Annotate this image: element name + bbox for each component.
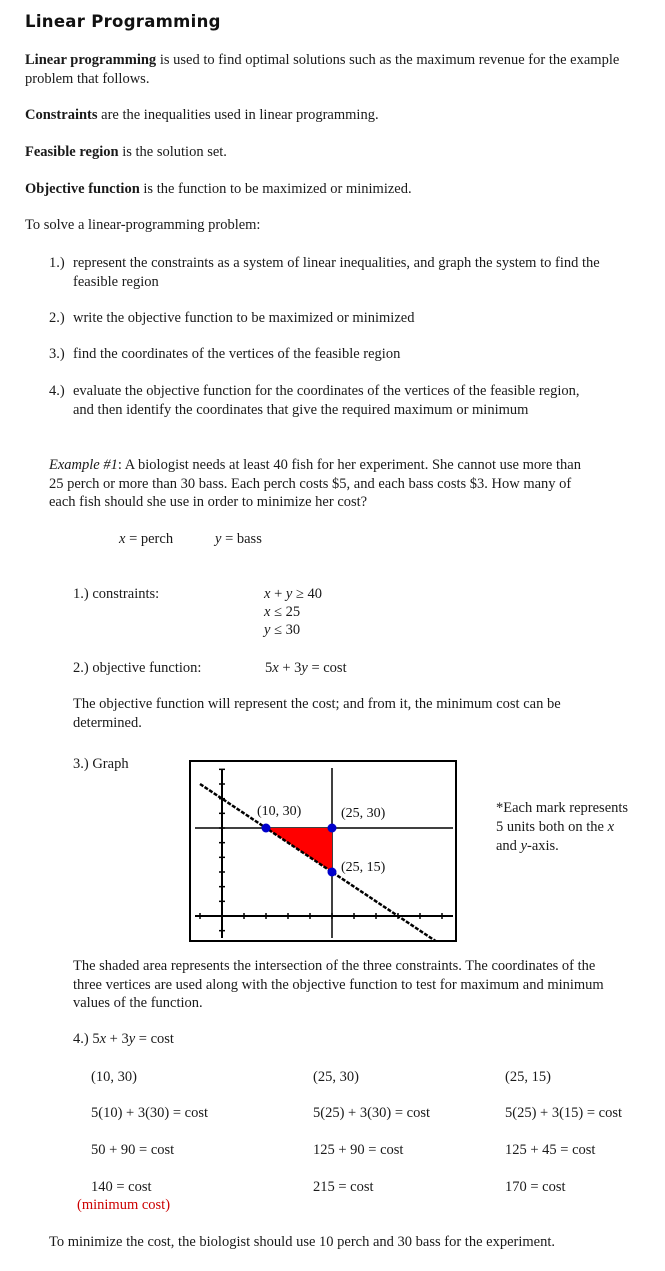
shaded-area-note: The shaded area represents the intersection of the three constraints. The coordinates of the three vertices are used along with the objective function to test for maximum and minimum values of the function. — [73, 958, 604, 1011]
eval-cell: 215 = cost — [313, 1179, 374, 1195]
graph-note-line2: 5 units both on the x — [496, 819, 615, 835]
evaluation-label: 4.) 5x + 3y = cost — [73, 1031, 174, 1047]
vertex-label: (25, 30) — [341, 806, 386, 821]
constraint: y ≤ 30 — [264, 622, 301, 638]
feasible-region-graph — [189, 760, 457, 942]
constraints-label: 1.) constraints: — [73, 586, 160, 602]
step-text: evaluate the objective function for the coordinates of the vertices of the feasible region, and then identify the coordinates that give the required maximum or minimum — [73, 383, 580, 418]
constraint: x + y ≥ 40 — [264, 586, 323, 602]
variable-y-definition: y = bass — [215, 531, 262, 547]
objective-label: 2.) objective function: — [73, 660, 202, 676]
step-text: write the objective function to be maximized or minimized — [73, 310, 415, 326]
page-title: Linear Programming — [25, 12, 221, 31]
vertex-label: (25, 15) — [341, 860, 386, 875]
eval-cell: 5(25) + 3(15) = cost — [505, 1105, 623, 1121]
intro-text: To solve a linear-programming problem: — [25, 217, 261, 233]
definition-constraints: Constraints are the inequalities used in linear programming. — [25, 107, 379, 123]
definition-linear-programming: Linear programming is used to find optimal solutions such as the maximum revenue for the example problem that follows. — [25, 52, 620, 87]
objective-function: 5x + 3y = cost — [265, 660, 347, 676]
conclusion: To minimize the cost, the biologist should use 10 perch and 30 bass for the experiment. — [49, 1234, 555, 1250]
eval-cell: (10, 30) — [91, 1069, 137, 1085]
eval-cell: 5(10) + 3(30) = cost — [91, 1105, 209, 1121]
definition-objective-function: Objective function is the function to be maximized or minimized. — [25, 181, 412, 197]
vertex-label: (10, 30) — [257, 804, 302, 819]
graph-note-line1: *Each mark represents — [496, 800, 629, 816]
objective-note: The objective function will represent the cost; and from it, the minimum cost can be determined. — [73, 696, 561, 731]
eval-cell: 125 + 90 = cost — [313, 1142, 404, 1158]
eval-cell: (25, 15) — [505, 1069, 551, 1085]
eval-cell: 170 = cost — [505, 1179, 566, 1195]
eval-cell: 125 + 45 = cost — [505, 1142, 596, 1158]
constraint: x ≤ 25 — [264, 604, 301, 620]
vertex-point — [328, 824, 337, 833]
step-number: 2.) — [49, 310, 65, 326]
eval-cell: 140 = cost — [91, 1179, 152, 1195]
eval-cell: 5(25) + 3(30) = cost — [313, 1105, 431, 1121]
step-text: represent the constraints as a system of linear inequalities, and graph the system to find the feasible region — [73, 255, 600, 290]
eval-cell: 50 + 90 = cost — [91, 1142, 175, 1158]
step-number: 3.) — [49, 346, 65, 362]
graph-label: 3.) Graph — [73, 756, 129, 772]
graph-canvas — [191, 762, 455, 940]
step-text: find the coordinates of the vertices of the feasible region — [73, 346, 401, 362]
step-number: 1.) — [49, 255, 65, 271]
example-problem: Example #1: A biologist needs at least 40 fish for her experiment. She cannot use more than 25 perch or more than 30 bass. Each perch costs $5, and each bass costs $3. How many of each fish should she use in order to minimize her cost? — [49, 457, 581, 510]
step-number: 4.) — [49, 383, 65, 399]
vertex-point — [328, 868, 337, 877]
eval-cell: (25, 30) — [313, 1069, 359, 1085]
variable-x-definition: x = perch — [119, 531, 174, 547]
minimum-cost-note: (minimum cost) — [77, 1197, 171, 1213]
vertex-point — [262, 824, 271, 833]
graph-note-line3: and y-axis. — [496, 838, 559, 854]
definition-feasible-region: Feasible region is the solution set. — [25, 144, 227, 160]
